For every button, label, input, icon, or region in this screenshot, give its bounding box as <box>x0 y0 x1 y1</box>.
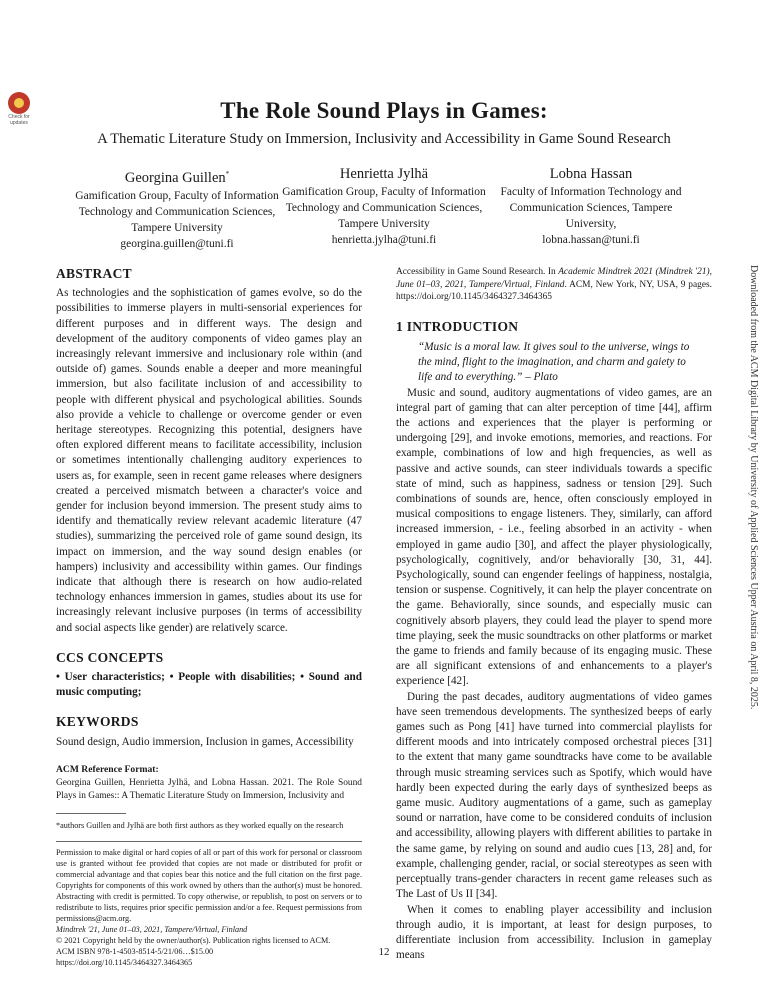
author-affiliation: Gamification Group, Faculty of Information Technology and Communication Sciences, Tampere University <box>75 189 279 234</box>
author-affiliation: Gamification Group, Faculty of Information Technology and Communication Sciences, Tampere University <box>282 186 486 230</box>
author-footnote: *authors Guillen and Jylhä are both first authors as they worked equally on the research <box>56 821 344 831</box>
ccs-text: • User characteristics; • People with disabilities; • Sound and music computing; <box>56 671 362 699</box>
paper-title: The Role Sound Plays in Games: <box>220 98 548 123</box>
author-name: Lobna Hassan <box>549 166 633 182</box>
author-block <box>486 164 696 248</box>
copyright: © 2021 Copyright held by the owner/author(s). Publication rights licensed to ACM. <box>56 936 331 946</box>
keywords-text: Sound design, Audio immersion, Inclusion in games, Accessibility <box>56 735 354 748</box>
intro-paragraph: Music and sound, auditory augmentations of video games, are an integral part of gaming that can alter perception of time [44], affirm the actions and experiences that the player is performing or undergoing [29], and invoke emotions, memories, and reactions. For example, combinations of low and high frequencies, as well as passive and active sounds, can steer individuals towards a specific state of mind, such as happiness, sadness or tension [29]. Such combinations of sounds are, hence, often consciously employed in musical compositions to engage listeners. They, similarly, can afford increased immersion, - i.e., feeling absorbed in an activity - when employed in game audio [30], and affect the player physiologically, psychologically, cognitively, and/or behaviorally [30, 31, 44]. Psychologically, sound can engender feelings of happiness, nostalgia, tension or suspense. Cognitively, it can help the player concentrate on the game. Behaviorally, since sounds, and especially music can cognitively absorb players, they could lead the player to spend more time playing, seek the music soundtracks on other platforms or market the game to friends and family because of its engaging music. These are all significant extensions of and enhancements to a player's experience [42]. <box>396 386 712 688</box>
author-block <box>279 164 489 248</box>
author-email: lobna.hassan@tuni.fi <box>542 234 640 246</box>
author-name: Henrietta Jylhä <box>339 166 429 182</box>
badge-line1: Check for <box>8 114 30 120</box>
intro-heading: 1 INTRODUCTION <box>396 318 519 334</box>
abstract-heading: ABSTRACT <box>56 266 132 281</box>
page-number: 12 <box>378 946 390 958</box>
intro-paragraph: When it comes to enabling player accessibility and inclusion through audio, it is important, at least for design purposes, to differentiate inclusion from accessibility. Inclusion in gameplay means <box>396 903 712 962</box>
author-block <box>72 164 282 252</box>
left-column <box>56 266 362 968</box>
reference-text: Georgina Guillen, Henrietta Jylhä, and Lobna Hassan. 2021. The Role Sound Plays in Games:: A Thematic Literature Study on Immersion, Inclusivity and <box>56 778 362 801</box>
doi-link[interactable]: https://doi.org/10.1145/3464327.3464365 <box>56 958 193 968</box>
reference-continuation: Accessibility in Game Sound Research. In Academic Mindtrek 2021 (Mindtrek '21), June 01–03, 2021, Tampere/Virtual, Finland. ACM, New York, NY, USA, 9 pages. https://doi.org/10.1145/3464327.3464365 <box>396 267 712 303</box>
author-affiliation: Faculty of Information Technology and Communication Sciences, Tampere University, <box>500 186 682 230</box>
epigraph-quote: “Music is a moral law. It gives soul to the universe, wings to the mind, flight to the imagination, and charm and gaiety to life and to everything.” – Plato <box>418 340 690 384</box>
reference-heading: ACM Reference Format: <box>56 763 159 775</box>
keywords-heading: KEYWORDS <box>56 714 139 730</box>
paper-subtitle: A Thematic Literature Study on Immersion, Inclusivity and Accessibility in Game Sound Research <box>97 131 671 147</box>
permission-venue: Mindtrek '21, June 01–03, 2021, Tampere/Virtual, Finland <box>56 925 248 935</box>
footnote-divider <box>56 813 126 814</box>
permission-text: Permission to make digital or hard copies of all or part of this work for personal or classroom use is granted without fee provided that copies are not made or distributed for profit or commercial advantage and that copies bear this notice and the full citation on the first page. Copyrights for components of this work owned by others than the author(s) must be honored. Abstracting with credit is permitted. To copy otherwise, or republish, to post on servers or to redistribute to lists, requires prior specific permission and/or a fee. Request permissions from permissions@acm.org. <box>56 848 362 924</box>
author-name: Georgina Guillen* <box>124 169 230 186</box>
ccs-heading: CCS CONCEPTS <box>56 649 164 665</box>
badge-line2: updates <box>10 120 28 126</box>
permission-divider <box>56 841 362 842</box>
download-notice: Downloaded from the ACM Digital Library by University of Applied Sciences Upper Austria on April 8, 2025. <box>748 265 759 710</box>
isbn: ACM ISBN 978-1-4503-8514-5/21/06…$15.00 <box>56 947 214 957</box>
author-email: henrietta.jylha@tuni.fi <box>331 234 437 246</box>
right-column <box>396 266 712 963</box>
intro-paragraph: During the past decades, auditory augmentations of video games have seen tremendous developments. The synthesized beeps of early games such as Pong [41] have turned into commercial playlists for different moods and into intricately composed orchestral pieces [31] to the extent that many game soundtracks have come to be available through music streaming services such as Spotify, which would have hardly been expected during the early days of synthesized beeps as game music. Auditory augmentations of a game, such as gameplay sound or narration, have come to be considered conduits of inclusion and accessibility, allowing players with different abilities to partake in the same game, by relying on sound and audio cues [13, 28] and, for example, challenging gender, racial, or social stereotypes as seen with perceptually trans-gender characters in recent game releases such as The Last of Us II [34]. <box>396 690 712 901</box>
author-email: georgina.guillen@tuni.fi <box>120 237 234 250</box>
abstract-text: As technologies and the sophistication of games evolve, so do the possibilities to immerse players in multi-sensorial experiences for different purposes and in different ways. The design and development of the auditory components of video games play an increasingly relevant immersive and inclusionary role within (and outside of) games. Sounds enable a deeper and more meaningful immersion, but also facilitate inclusion of and accessibility to people with different physical and psychological abilities. Sounds also provide a vehicle to challenge or overcome gender or even heritage stereotypes. Recognizing this potential, designers have often explored different means to facilitate accessibility, inclusion or sometimes intentionally challenging auditory experiences to users as, for example, seen in recent game releases where designers created a perceived mismatch between a character's voice and gender for inclusion beyond immersion. The present study aims to identify and thematically review relevant academic literature (47 studies), summarizing the perceived role of game sound design, its impact on immersion, and the way sound design enables (or hampers) inclusivity and accessibility within games. Our findings indicate that although there is research on how audio-related technology enhances immersion in games, studies about its use for increasingly relevant inclusive purposes (in terms of accessibility and social aspects like gender) are relatively scarce. <box>56 287 362 634</box>
